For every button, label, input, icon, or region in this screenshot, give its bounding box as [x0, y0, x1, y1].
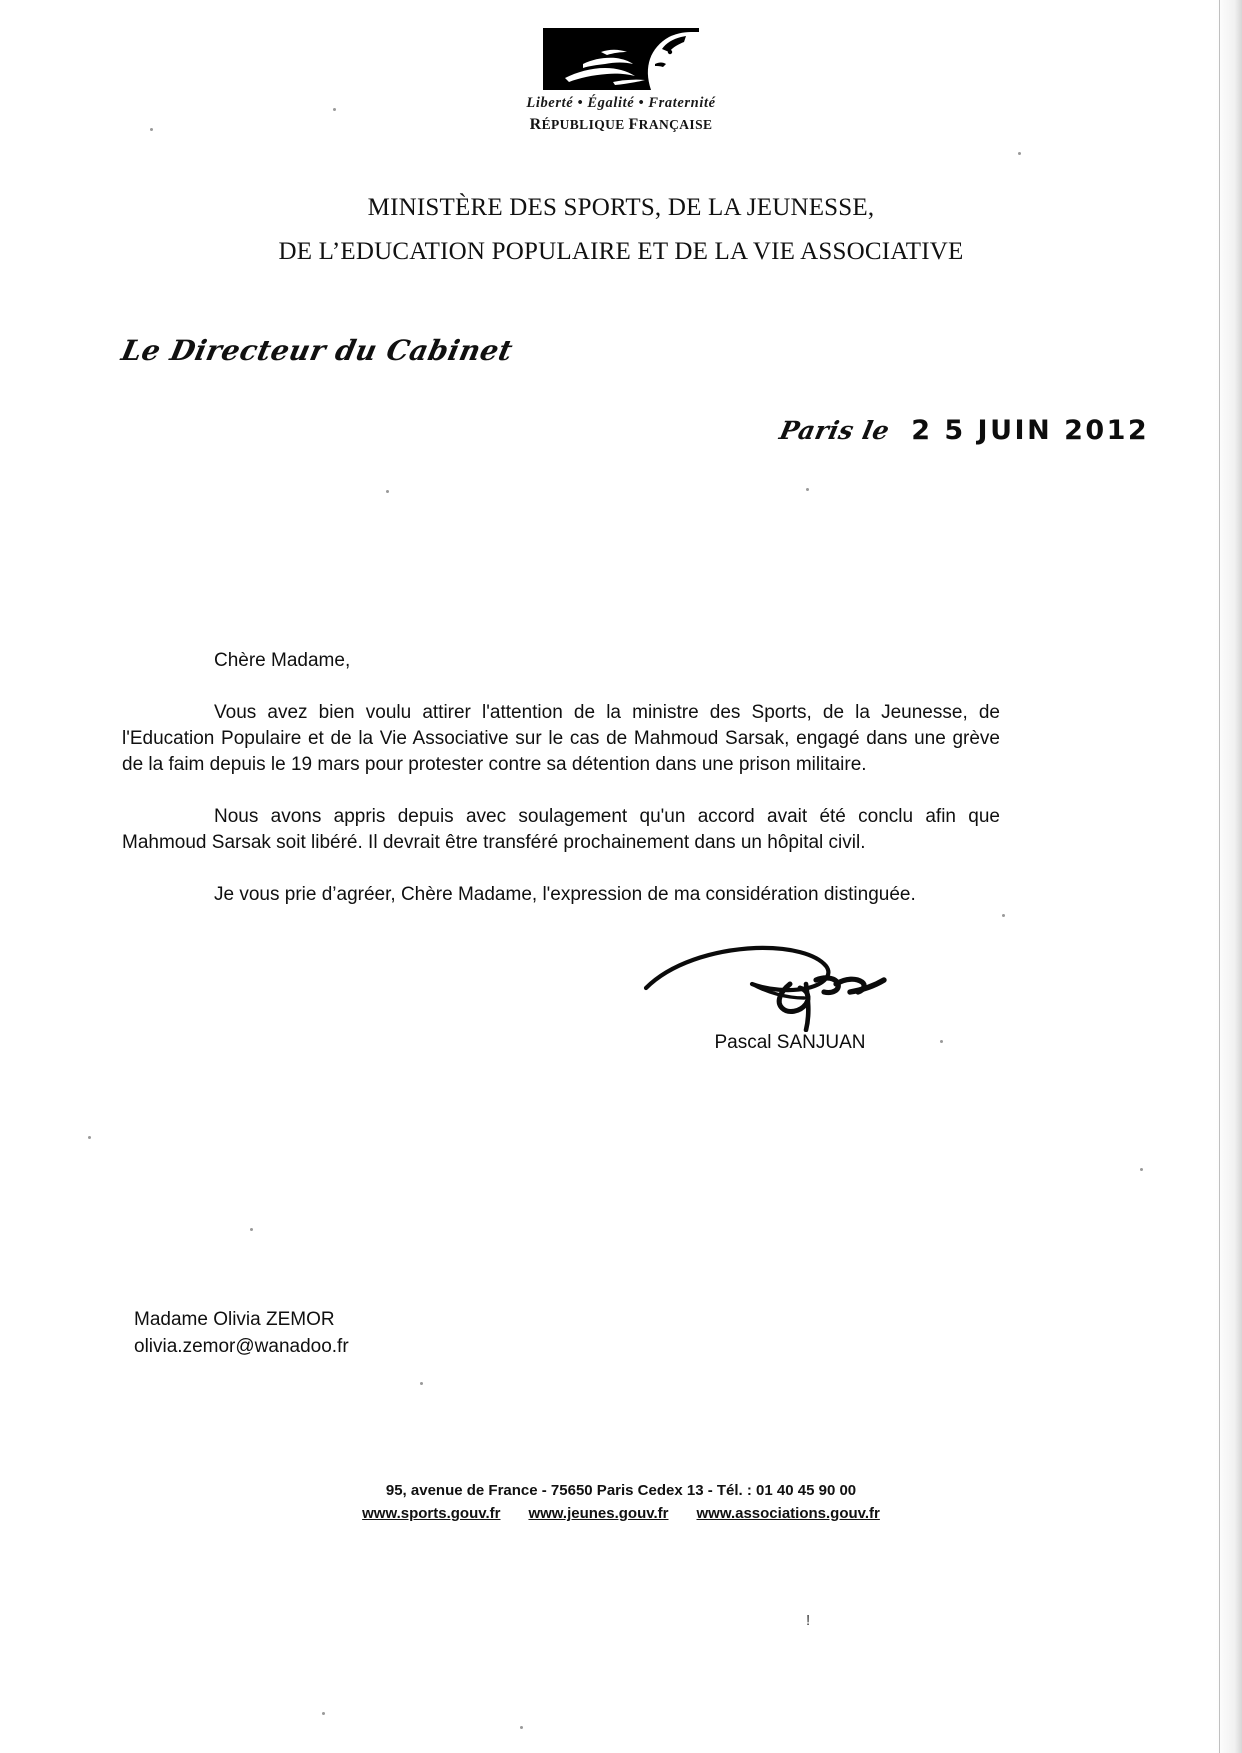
ministry-title-line-1: MINISTÈRE DES SPORTS, DE LA JEUNESSE, [367, 194, 875, 221]
footer-address: 95, avenue de France - 75650 Paris Cedex 13 - Tél. : 01 40 45 90 00 [385, 1482, 857, 1499]
footer [0, 1479, 1242, 1525]
ministry-title [0, 186, 1242, 274]
scan-speck [420, 1382, 423, 1385]
page-mark: ! [806, 1612, 811, 1629]
date-place-label: Paris le [776, 416, 893, 445]
footer-link-sports[interactable]: www.sports.gouv.fr [362, 1505, 501, 1522]
marianne-logo [543, 28, 699, 90]
handwritten-signature [640, 940, 940, 1030]
date-line [776, 415, 1150, 446]
scan-speck [322, 1712, 325, 1715]
republic-part-2: ÉPUBLIQUE [541, 117, 629, 132]
republic-part-1: R [529, 116, 542, 133]
recipient-email: olivia.zemor@wanadoo.fr [134, 1336, 349, 1357]
scan-speck [250, 1228, 253, 1231]
republic-name [0, 116, 1242, 134]
scan-speck [940, 1040, 943, 1043]
footer-link-jeunes[interactable]: www.jeunes.gouv.fr [528, 1505, 669, 1522]
signature-name: Pascal SANJUAN [714, 1032, 866, 1053]
scan-speck [806, 488, 809, 491]
letterhead [0, 28, 1242, 134]
scan-speck [1018, 152, 1021, 155]
paragraph-2: Nous avons appris depuis avec soulagement qu'un accord avait été conclu afin que Mahmoud Sarsak soit libéré. Il devrait être transféré prochainement dans un hôpital civil. [122, 806, 1000, 853]
date-stamp: 2 5 JUIN 2012 [911, 415, 1150, 446]
ministry-title-line-2: DE L’EDUCATION POPULAIRE ET DE LA VIE ASSOCIATIVE [278, 238, 964, 265]
footer-link-associations[interactable]: www.associations.gouv.fr [696, 1505, 880, 1522]
republic-part-3: F [628, 116, 639, 133]
paragraph-3: Je vous prie d’agréer, Chère Madame, l'expression de ma considération distinguée. [214, 884, 916, 905]
sender-role: Le Directeur du Cabinet [118, 334, 516, 367]
footer-links [348, 1502, 894, 1525]
scan-speck [1002, 914, 1005, 917]
scan-speck [520, 1726, 523, 1729]
republic-motto: Liberté • Égalité • Fraternité [526, 95, 716, 111]
letter-body [122, 650, 1000, 908]
scan-speck [1140, 1168, 1143, 1171]
salutation: Chère Madame, [214, 650, 351, 671]
paragraph-1: Vous avez bien voulu attirer l'attention de la ministre des Sports, de la Jeunesse, de l'Education Populaire et de la Vie Associative sur le cas de Mahmoud Sarsak, engagé dans une grève de la faim depuis le 19 mars pour protester contre sa détention dans une prison militaire. [122, 702, 1000, 775]
scan-speck [88, 1136, 91, 1139]
recipient-block [134, 1306, 349, 1360]
signature-block [640, 940, 940, 1054]
recipient-name: Madame Olivia ZEMOR [134, 1309, 335, 1330]
scan-speck [386, 490, 389, 493]
republic-part-4: RANÇAISE [638, 117, 713, 132]
